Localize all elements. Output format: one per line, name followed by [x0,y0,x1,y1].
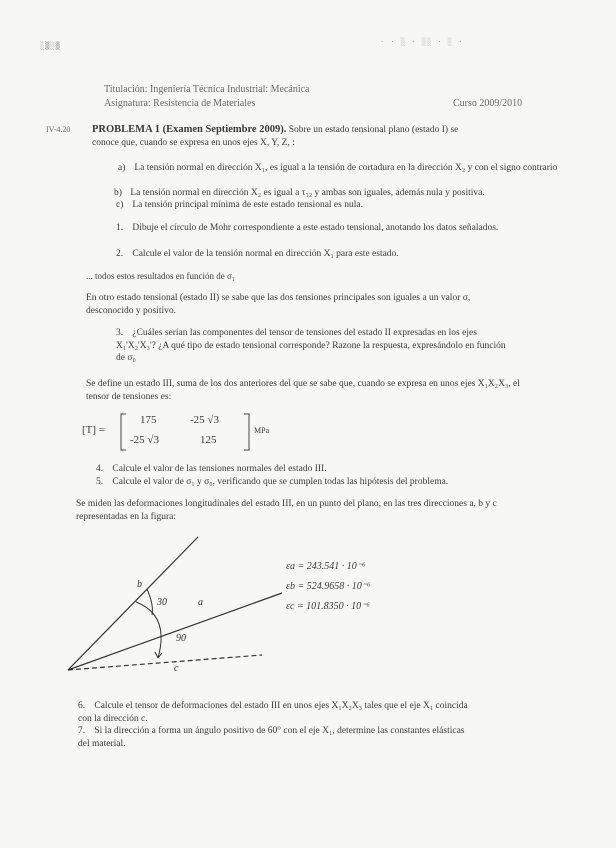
condition-item [116,199,556,212]
header-program: Titulación: Ingeniería Técnica Industrial: Mecánica [104,84,310,95]
question-number: 3. [116,328,124,338]
direction-line-c [68,655,262,670]
tensor-unit: MPa [254,426,270,435]
right-bracket [242,412,252,452]
question-text: Si la dirección a forma un ángulo positivo de 60° con el eje X₁, determine las constantes elásticas del material. [78,726,465,749]
tensor-symbol: [T] = [82,424,105,436]
question-number: 7. [78,726,86,736]
strain-c [286,601,370,612]
tensor-a11: 175 [140,414,157,426]
state2-text: En otro estado tensional (estado II) se sabe que las dos tensiones principales son iguales a un valor σ, desconocido y positivo. [86,293,471,316]
header-subject: Asignatura: Resistencia de Materiales [104,98,256,109]
question-text: Dibuje el círculo de Mohr correspondiente a este estado tensional, anotando los datos señalados. [132,223,499,233]
tensor-a21: -25 √3 [130,434,159,446]
question-item [96,463,516,476]
margin-note: IV-4.20 [46,125,71,134]
question-number: 4. [96,464,104,474]
question-item [116,222,526,235]
question-text: Calcule el valor de σ₁ y σ₀, verificando que se cumplen todas las hipótesis del problema. [112,477,449,487]
condition-text: La tensión principal mínima de este estado tensional es nula. [132,200,363,210]
strain-value: = 243.541 · 10⁻⁶ [297,561,366,572]
direction-line-b [68,537,198,670]
question-number: 5. [96,477,104,487]
tensor-a12: -25 √3 [190,414,219,426]
strain-value: = 524.9658 · 10⁻⁶ [297,581,371,592]
question-item [116,327,506,365]
problem-title: PROBLEMA 1 (Examen Septiembre 2009). [92,124,287,135]
stress-tensor [82,412,322,452]
header-course: Curso 2009/2010 [453,98,523,109]
strain-rosette-figure [50,525,310,685]
condition-text: La tensión normal en dirección X₂ es igual a τ₁₂ y ambas son iguales, además nula y positiva. [130,188,485,198]
tensor-a22: 125 [200,434,217,446]
angle-label-90: 90 [176,633,186,644]
strain-b [286,581,370,592]
angle-label-30: 30 [157,597,167,608]
left-bracket [118,412,128,452]
problem-intro-line2: conoce que, cuando se expresa en unos ejes X, Y, Z, : [92,138,295,148]
condition-label: b) [114,188,122,198]
question-item [96,476,536,489]
condition-item [114,187,558,200]
question-text: Calcule el tensor de deformaciones del estado III en unos ejes X₁X₂X₃ tales que el eje X₁ coincida con la dirección c. [78,701,468,724]
strain-symbol: εb [286,581,295,592]
scan-noise-mark: ░▒░▒ [40,42,61,50]
question-item [78,725,478,750]
direction-line-a [68,593,282,670]
function-note: ... todos estos resultados en función de σ₁ [86,271,235,281]
label-b: b [137,579,142,590]
strain-value: = 101.8350 · 10⁻⁶ [296,601,370,612]
condition-label: c) [116,200,124,210]
strain-symbol: εc [286,601,295,612]
problem-intro-text: Sobre un estado tensional plano (estado I) se [288,125,459,135]
question-text: Calcule el valor de las tensiones normales del estado III. [112,464,327,474]
condition-label: a) [118,163,126,173]
condition-item [118,162,558,175]
strain-a [286,561,365,572]
question-number: 1. [116,223,124,233]
strain-intro: Se miden las deformaciones longitudinales del estado III, en un punto del plano, en las tres direcciones a, b y c representadas en la figura: [76,499,497,522]
question-number: 6. [78,701,86,711]
question-item [78,700,478,725]
label-c: c [174,663,179,674]
angle-arc-1 [136,602,161,658]
label-a: a [198,597,203,608]
problem-intro [92,124,562,137]
condition-text: La tensión normal en dirección X₁, es igual a la tensión de cortadura en la dirección X₂ y con el signo contrario [134,163,558,173]
question-number: 2. [116,249,124,259]
question-text: Calcule el valor de la tensión normal en dirección X₁ para este estado. [132,249,399,259]
question-text: ¿Cuáles serían las componentes del tensor de tensiones del estado II expresadas en los ejes X₁'X₂'X₃'? ¿A qué tipo de estado tensional corresponde? Razone la respuesta, expresándolo en función de σ₀ [116,328,506,363]
question-item [116,248,526,261]
scan-noise-mark: · · ░ · ░░ · ░ · [380,38,464,46]
strain-symbol: εa [286,561,295,572]
state3-text: Se define un estado III, suma de los dos anteriores del que se sabe que, cuando se expresa en unos ejes X₁X₂X₃, el tensor de tensiones es: [86,379,520,402]
